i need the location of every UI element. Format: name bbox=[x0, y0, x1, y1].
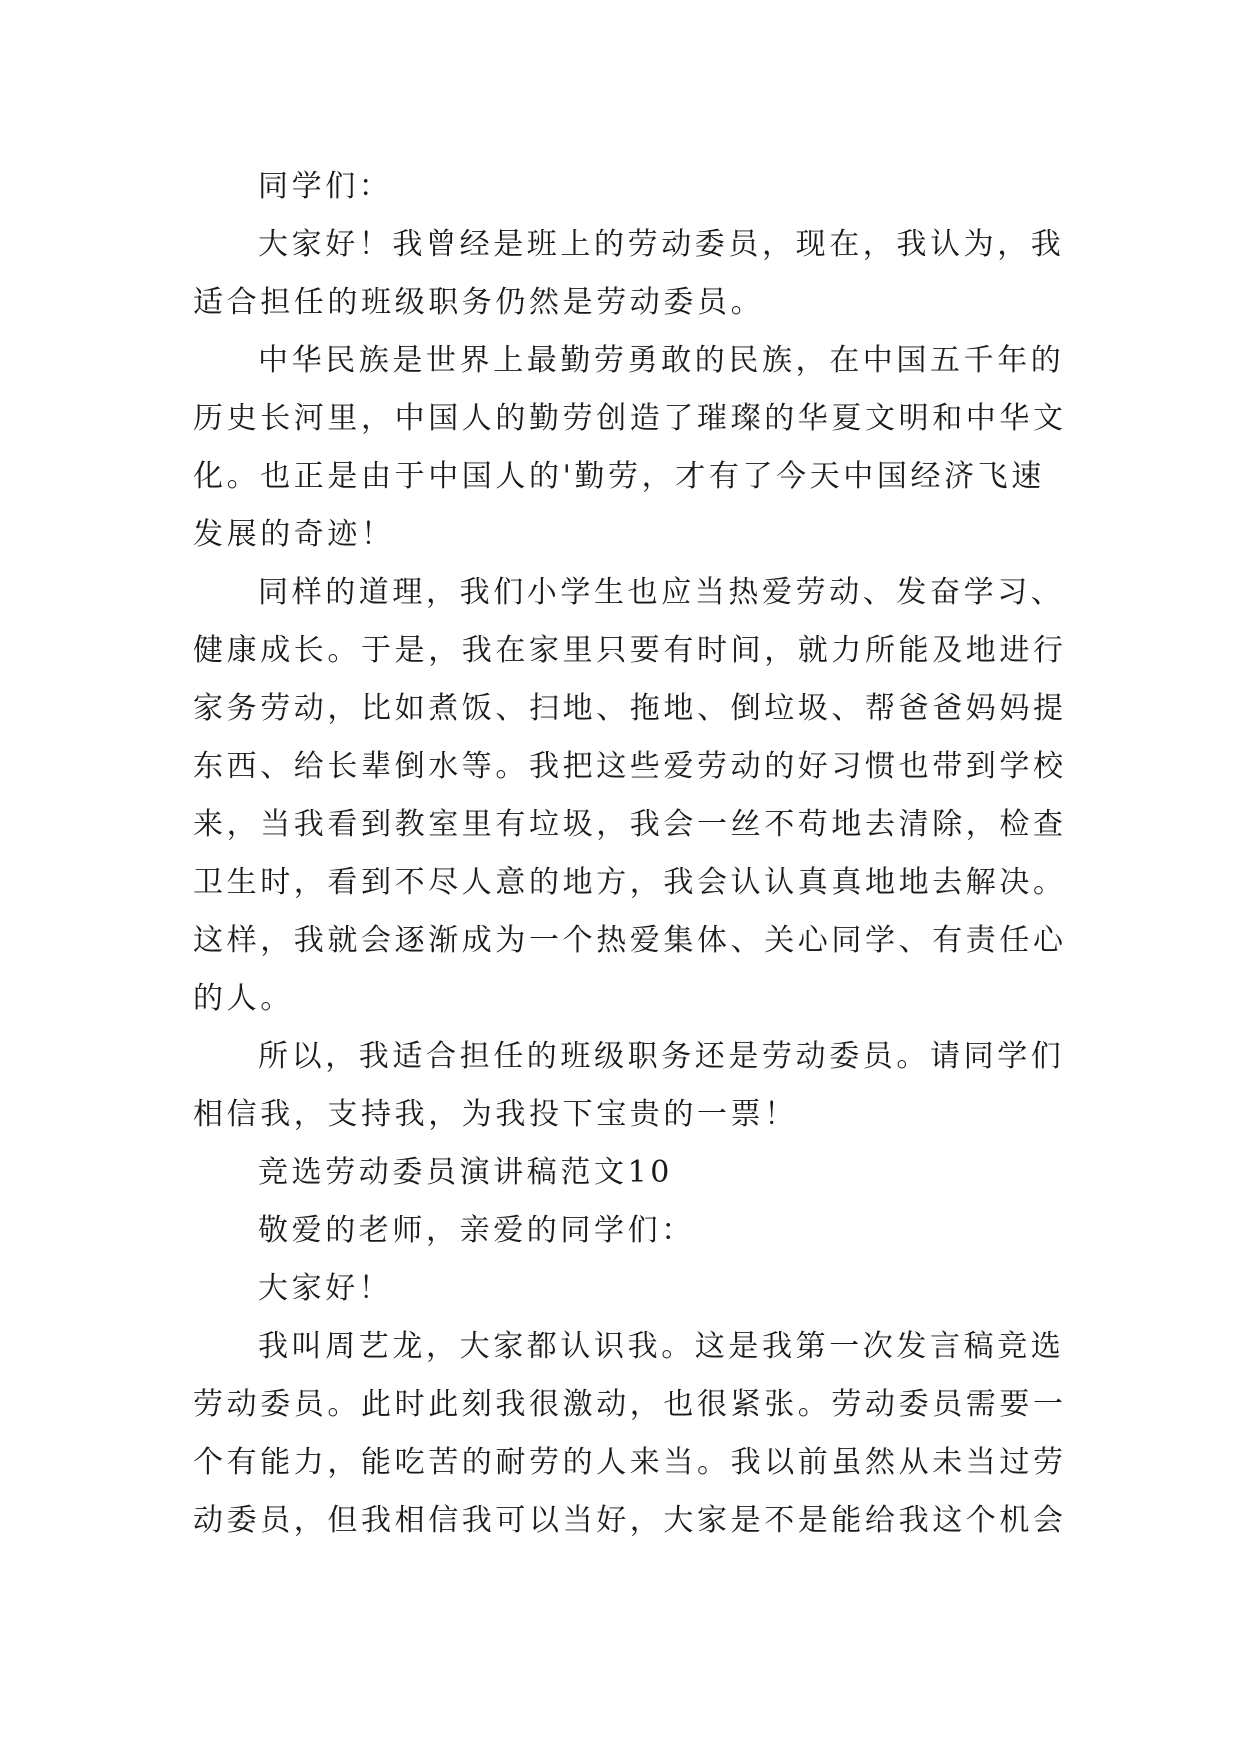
text-line: 敬爱的老师，亲爱的同学们： bbox=[258, 1213, 695, 1248]
text-line: 相信我，支持我，为我投下宝贵的一票！ bbox=[193, 1097, 798, 1132]
text-line: 大家好！ bbox=[258, 1271, 393, 1306]
text-line: 同学们： bbox=[258, 169, 393, 204]
text-line: 大家好！我曾经是班上的劳动委员，现在，我认为，我 bbox=[258, 227, 1065, 262]
text-line: 东西、给长辈倒水等。我把这些爱劳动的好习惯也带到学校 bbox=[193, 749, 1067, 784]
text-line: 卫生时，看到不尽人意的地方，我会认认真真地地去解决。 bbox=[193, 865, 1067, 900]
text-line: 这样，我就会逐渐成为一个热爱集体、关心同学、有责任心 bbox=[193, 923, 1067, 958]
text-line: 历史长河里，中国人的勤劳创造了璀璨的华夏文明和中华文 bbox=[193, 401, 1067, 436]
text-line: 动委员，但我相信我可以当好，大家是不是能给我这个机会 bbox=[193, 1503, 1067, 1538]
text-line: 的人。 bbox=[193, 981, 294, 1016]
text-line: 来，当我看到教室里有垃圾，我会一丝不苟地去清除，检查 bbox=[193, 807, 1067, 842]
text-line: 中华民族是世界上最勤劳勇敢的民族，在中国五千年的 bbox=[258, 343, 1065, 378]
text-line: 我叫周艺龙，大家都认识我。这是我第一次发言稿竞选 bbox=[258, 1329, 1065, 1364]
text-line: 适合担任的班级职务仍然是劳动委员。 bbox=[193, 285, 765, 320]
text-line: 所以，我适合担任的班级职务还是劳动委员。请同学们 bbox=[258, 1039, 1065, 1074]
text-line: 发展的奇迹！ bbox=[193, 517, 395, 552]
section-heading: 竞选劳动委员演讲稿范文10 bbox=[258, 1155, 673, 1190]
text-line: 家务劳动，比如煮饭、扫地、拖地、倒垃圾、帮爸爸妈妈提 bbox=[193, 691, 1067, 726]
text-line: 同样的道理，我们小学生也应当热爱劳动、发奋学习、 bbox=[258, 575, 1065, 610]
text-line: 化。也正是由于中国人的'勤劳，才有了今天中国经济飞速 bbox=[193, 459, 1045, 494]
text-line: 健康成长。于是，我在家里只要有时间，就力所能及地进行 bbox=[193, 633, 1067, 668]
text-line: 个有能力，能吃苦的耐劳的人来当。我以前虽然从未当过劳 bbox=[193, 1445, 1067, 1480]
text-line: 劳动委员。此时此刻我很激动，也很紧张。劳动委员需要一 bbox=[193, 1387, 1067, 1422]
body-text bbox=[193, 158, 1067, 1550]
